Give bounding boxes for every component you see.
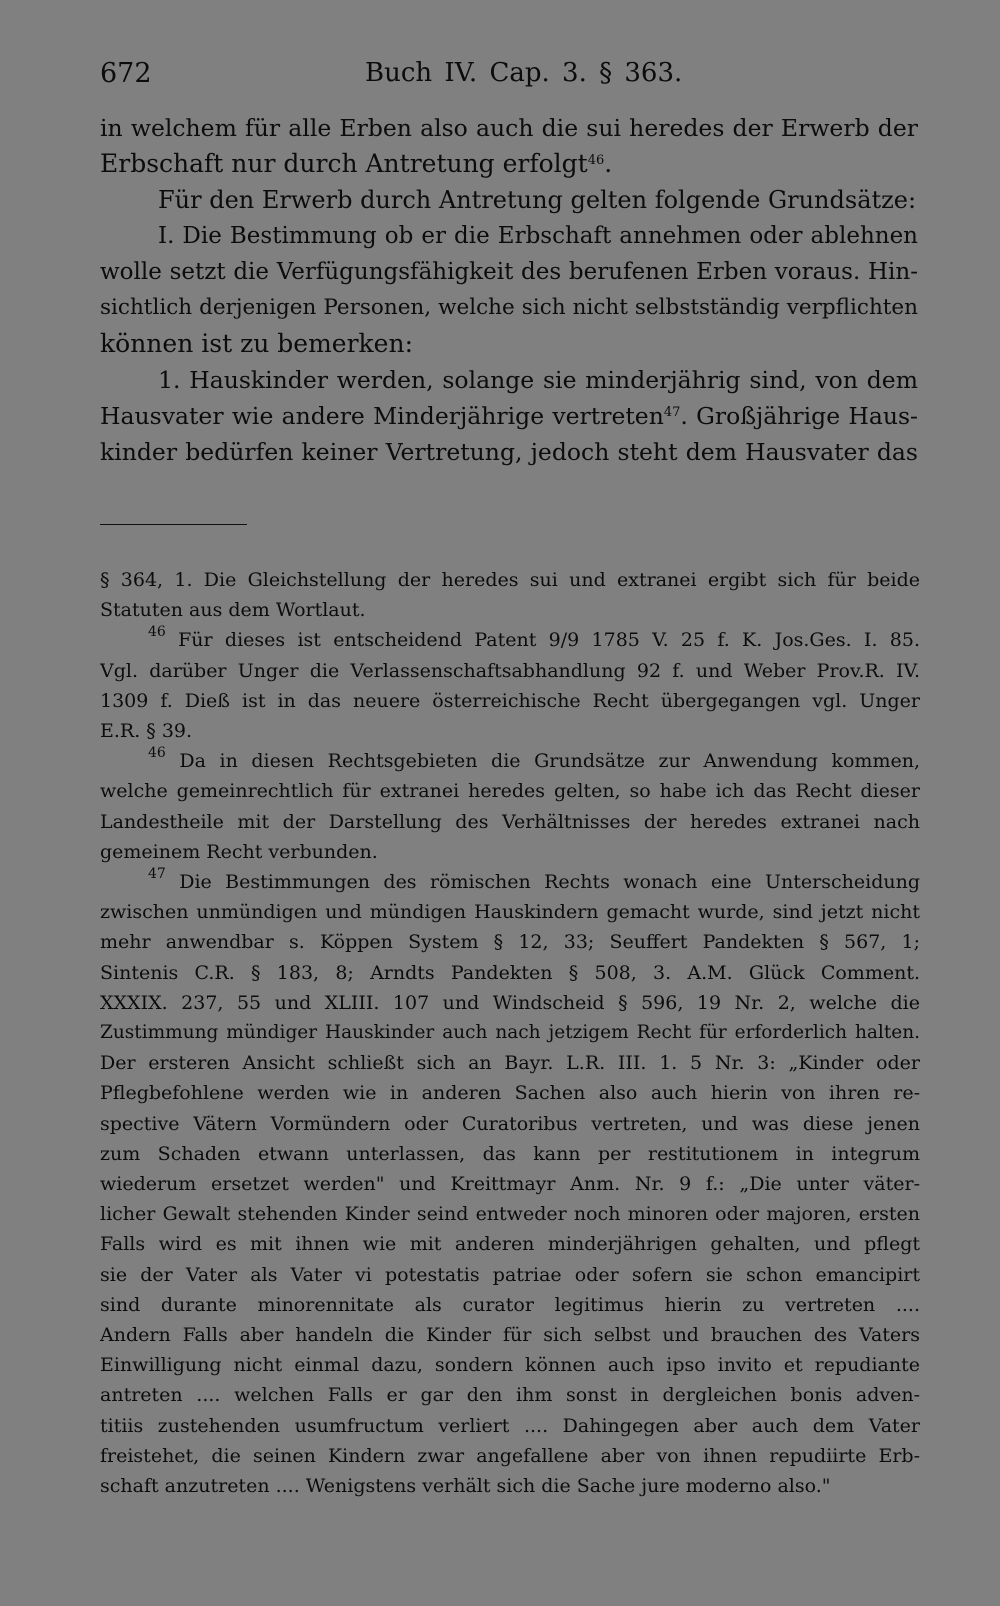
footnote-number: 47	[148, 867, 166, 883]
footnote-line: wiederum ersetzet werden" und Kreittmayr Anm. Nr. 9 f.: „Die unter väter-	[100, 1173, 920, 1196]
text-line: wolle setzt die Verfügungsfähigkeit des berufenen Erben voraus. Hin-	[100, 259, 918, 285]
footnote-line: licher Gewalt stehenden Kinder seind entweder noch minoren oder majoren, ersten	[100, 1203, 920, 1226]
footnote-line: § 364, 1. Die Gleichstellung der heredes sui und extranei ergibt sich für beide	[100, 569, 920, 591]
text-line: können ist zu bemerken:	[100, 329, 414, 358]
footnotes	[100, 565, 920, 1501]
footnote-line: $^{46}$ Da in diesen Rechtsgebieten die Grundsätze zur Anwendung kommen,	[148, 746, 920, 773]
footnote-line: Zustimmung mündiger Hauskinder auch nach jetzigem Recht für erforderlich halten.	[100, 1022, 920, 1044]
footnote-line: mehr anwendbar s. Köppen System § 12, 33; Seuffert Pandekten § 567, 1;	[100, 931, 920, 954]
footnote-line: spective Vätern Vormündern oder Curatoribus vertreten, und was diese jenen	[100, 1112, 920, 1135]
text-line: I. Die Bestimmung ob er die Erbschaft annehmen oder ablehnen	[158, 223, 918, 249]
text-line: in welchem für alle Erben also auch die sui heredes der Erwerb der	[100, 114, 918, 142]
text-line: sichtlich derjenigen Personen, welche sich nicht selbstständig verpflichten	[100, 295, 918, 320]
footnote-line: Der ersteren Ansicht schließt sich an Bayr. L.R. III. 1. 5 Nr. 3: „Kinder oder	[100, 1052, 920, 1075]
footnote-line: antreten .... welchen Falls er gar den ihm sonst in dergleichen bonis adven-	[100, 1384, 920, 1407]
text-line: Für den Erwerb durch Antretung gelten folgende Grundsätze:	[158, 186, 917, 214]
footnote-line: Landestheile mit der Darstellung des Verhältnisses der heredes extranei nach	[100, 810, 920, 833]
footnote-line: zum Schaden etwann unterlassen, das kann per restitutionem in integrum	[100, 1142, 920, 1165]
footnote-line: Vgl. darüber Unger die Verlassenschaftsabhandlung 92 f. und Weber Prov.R. IV.	[100, 659, 920, 682]
text-line: kinder bedürfen keiner Vertretung, jedoch steht dem Hausvater das	[100, 438, 918, 466]
footnote-ref: 46	[587, 153, 605, 168]
footnote-line: Einwilligung nicht einmal dazu, sondern können auch ipso invito et repudiante	[100, 1354, 920, 1377]
footnote-line: Andern Falls aber handeln die Kinder für sich selbst und brauchen des Vaters	[100, 1324, 920, 1347]
footnote-separator	[100, 524, 247, 525]
page-number: 672	[100, 58, 152, 89]
footnote-line: Falls wird es mit ihnen wie mit anderen minderjährigen gehalten, und pflegt	[100, 1233, 920, 1256]
text-line: Erbschaft nur durch Antretung erfolgt$^{46}$.	[100, 149, 613, 178]
footnote-line: schaft anzutreten .... Wenigstens verhält sich die Sache jure moderno also."	[100, 1475, 831, 1498]
footnote-line: 1309 f. Dieß ist in das neuere österreichische Recht übergegangen vgl. Unger	[100, 689, 920, 712]
text-line: Hausvater wie andere Minderjährige vertreten$^{47}$. Großjährige Haus-	[100, 402, 918, 430]
footnote-line: Pflegbefohlene werden wie in anderen Sachen also auch hierin von ihren re-	[100, 1082, 920, 1105]
footnote-line: welche gemeinrechtlich für extranei heredes gelten, so habe ich das Recht dieser	[100, 780, 920, 803]
page-header	[100, 58, 918, 98]
footnote-number: 46	[148, 746, 166, 762]
footnote-line: sie der Vater als Vater vi potestatis patriae oder sofern sie schon emancipirt	[100, 1263, 920, 1286]
main-text	[100, 110, 918, 470]
text-line: 1. Hauskinder werden, solange sie minderjährig sind, von dem	[158, 366, 918, 394]
footnote-line: E.R. § 39.	[100, 720, 193, 743]
footnote-line: titiis zustehenden usumfructum verliert .... Dahingegen aber auch dem Vater	[100, 1414, 920, 1437]
footnote-line: Statuten aus dem Wortlaut.	[100, 599, 366, 622]
footnote-line: gemeinem Recht verbunden.	[100, 840, 378, 863]
footnote-number: 46	[148, 625, 166, 641]
footnote-line: sind durante minorennitate als curator legitimus hierin zu vertreten ....	[100, 1293, 920, 1316]
footnote-line: freistehet, die seinen Kindern zwar angefallene aber von ihnen repudiirte Erb-	[100, 1444, 920, 1467]
footnote-line: $^{46}$ Für dieses ist entscheidend Patent 9/9 1785 V. 25 f. K. Jos.Ges. I. 85.	[148, 625, 920, 652]
running-title: Buch IV. Cap. 3. § 363.	[365, 58, 683, 88]
footnote-line: $^{47}$ Die Bestimmungen des römischen Rechts wonach eine Unterscheidung	[148, 867, 920, 894]
footnote-line: Sintenis C.R. § 183, 8; Arndts Pandekten § 508, 3. A.M. Glück Comment.	[100, 961, 920, 984]
footnote-line: zwischen unmündigen und mündigen Hauskindern gemacht wurde, sind jetzt nicht	[100, 901, 920, 924]
footnote-ref: 47	[663, 405, 681, 420]
footnote-line: XXXIX. 237, 55 und XLIII. 107 und Windscheid § 596, 19 Nr. 2, welche die	[100, 991, 920, 1014]
